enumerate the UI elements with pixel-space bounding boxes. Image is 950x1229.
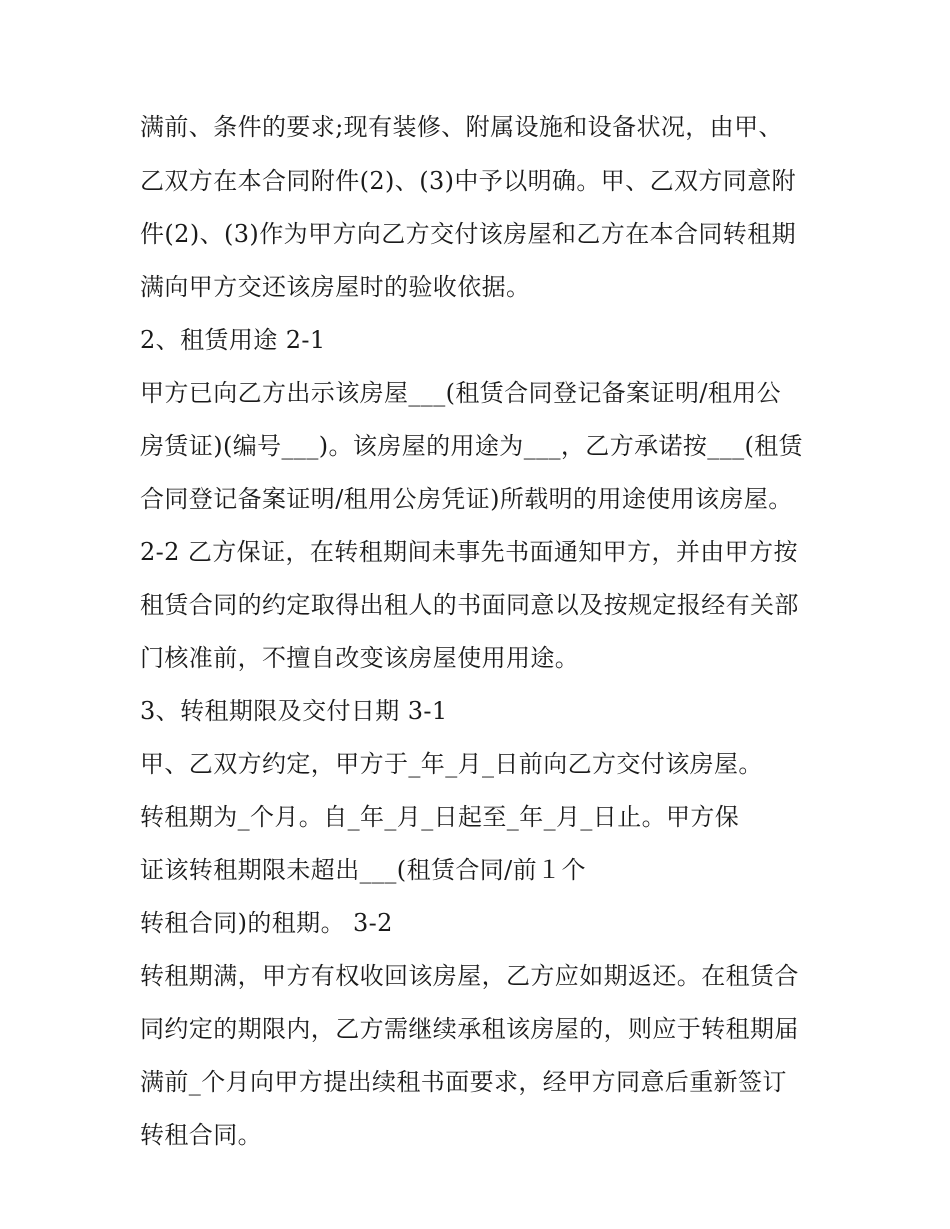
text-line: 证该转租期限未超出___(租赁合同/前１个 [140,856,586,884]
text-line: 满前、条件的要求;现有装修、附属设施和设备状况，由甲、 [140,113,783,141]
text-line: 转租合同。 [140,1121,262,1149]
text-line: 合同登记备案证明/租用公房凭证)所载明的用途使用该房屋。 [140,485,793,513]
text-line: 门核准前，不擅自改变该房屋使用用途。 [140,644,580,672]
text-line: 满向甲方交还该房屋时的验收依据。 [140,273,531,301]
text-line: 甲方已向乙方出示该房屋___(租赁合同登记备案证明/租用公 [140,379,782,407]
text-line: 2-2 乙方保证，在转租期间未事先书面通知甲方，并由甲方按 [140,538,798,566]
section-heading: 3、转租期限及交付日期 3-1 [140,697,448,725]
text-line: 同约定的期限内，乙方需继续承租该房屋的，则应于转租期届 [140,1015,799,1043]
text-line: 满前_个月向甲方提出续租书面要求，经甲方同意后重新签订 [140,1068,787,1096]
text-line: 甲、乙双方约定，甲方于_年_月_日前向乙方交付该房屋。 [140,750,763,778]
text-line: 乙双方在本合同附件(2)、(3)中予以明确。甲、乙双方同意附 [140,167,796,195]
text-line: 件(2)、(3)作为甲方向乙方交付该房屋和乙方在本合同转租期 [140,220,796,248]
text-line: 转租合同)的租期。 3-2 [140,909,393,937]
text-line: 转租期为_个月。自_年_月_日起至_年_月_日止。甲方保 [140,803,740,831]
text-line: 房赁证)(编号___)。该房屋的用途为___，乙方承诺按___(租赁 [140,432,804,460]
text-line: 转租期满，甲方有权收回该房屋，乙方应如期返还。在租赁合 [140,962,799,990]
section-heading: 2、租赁用途 2-1 [140,326,326,354]
text-line: 租赁合同的约定取得出租人的书面同意以及按规定报经有关部 [140,591,799,619]
